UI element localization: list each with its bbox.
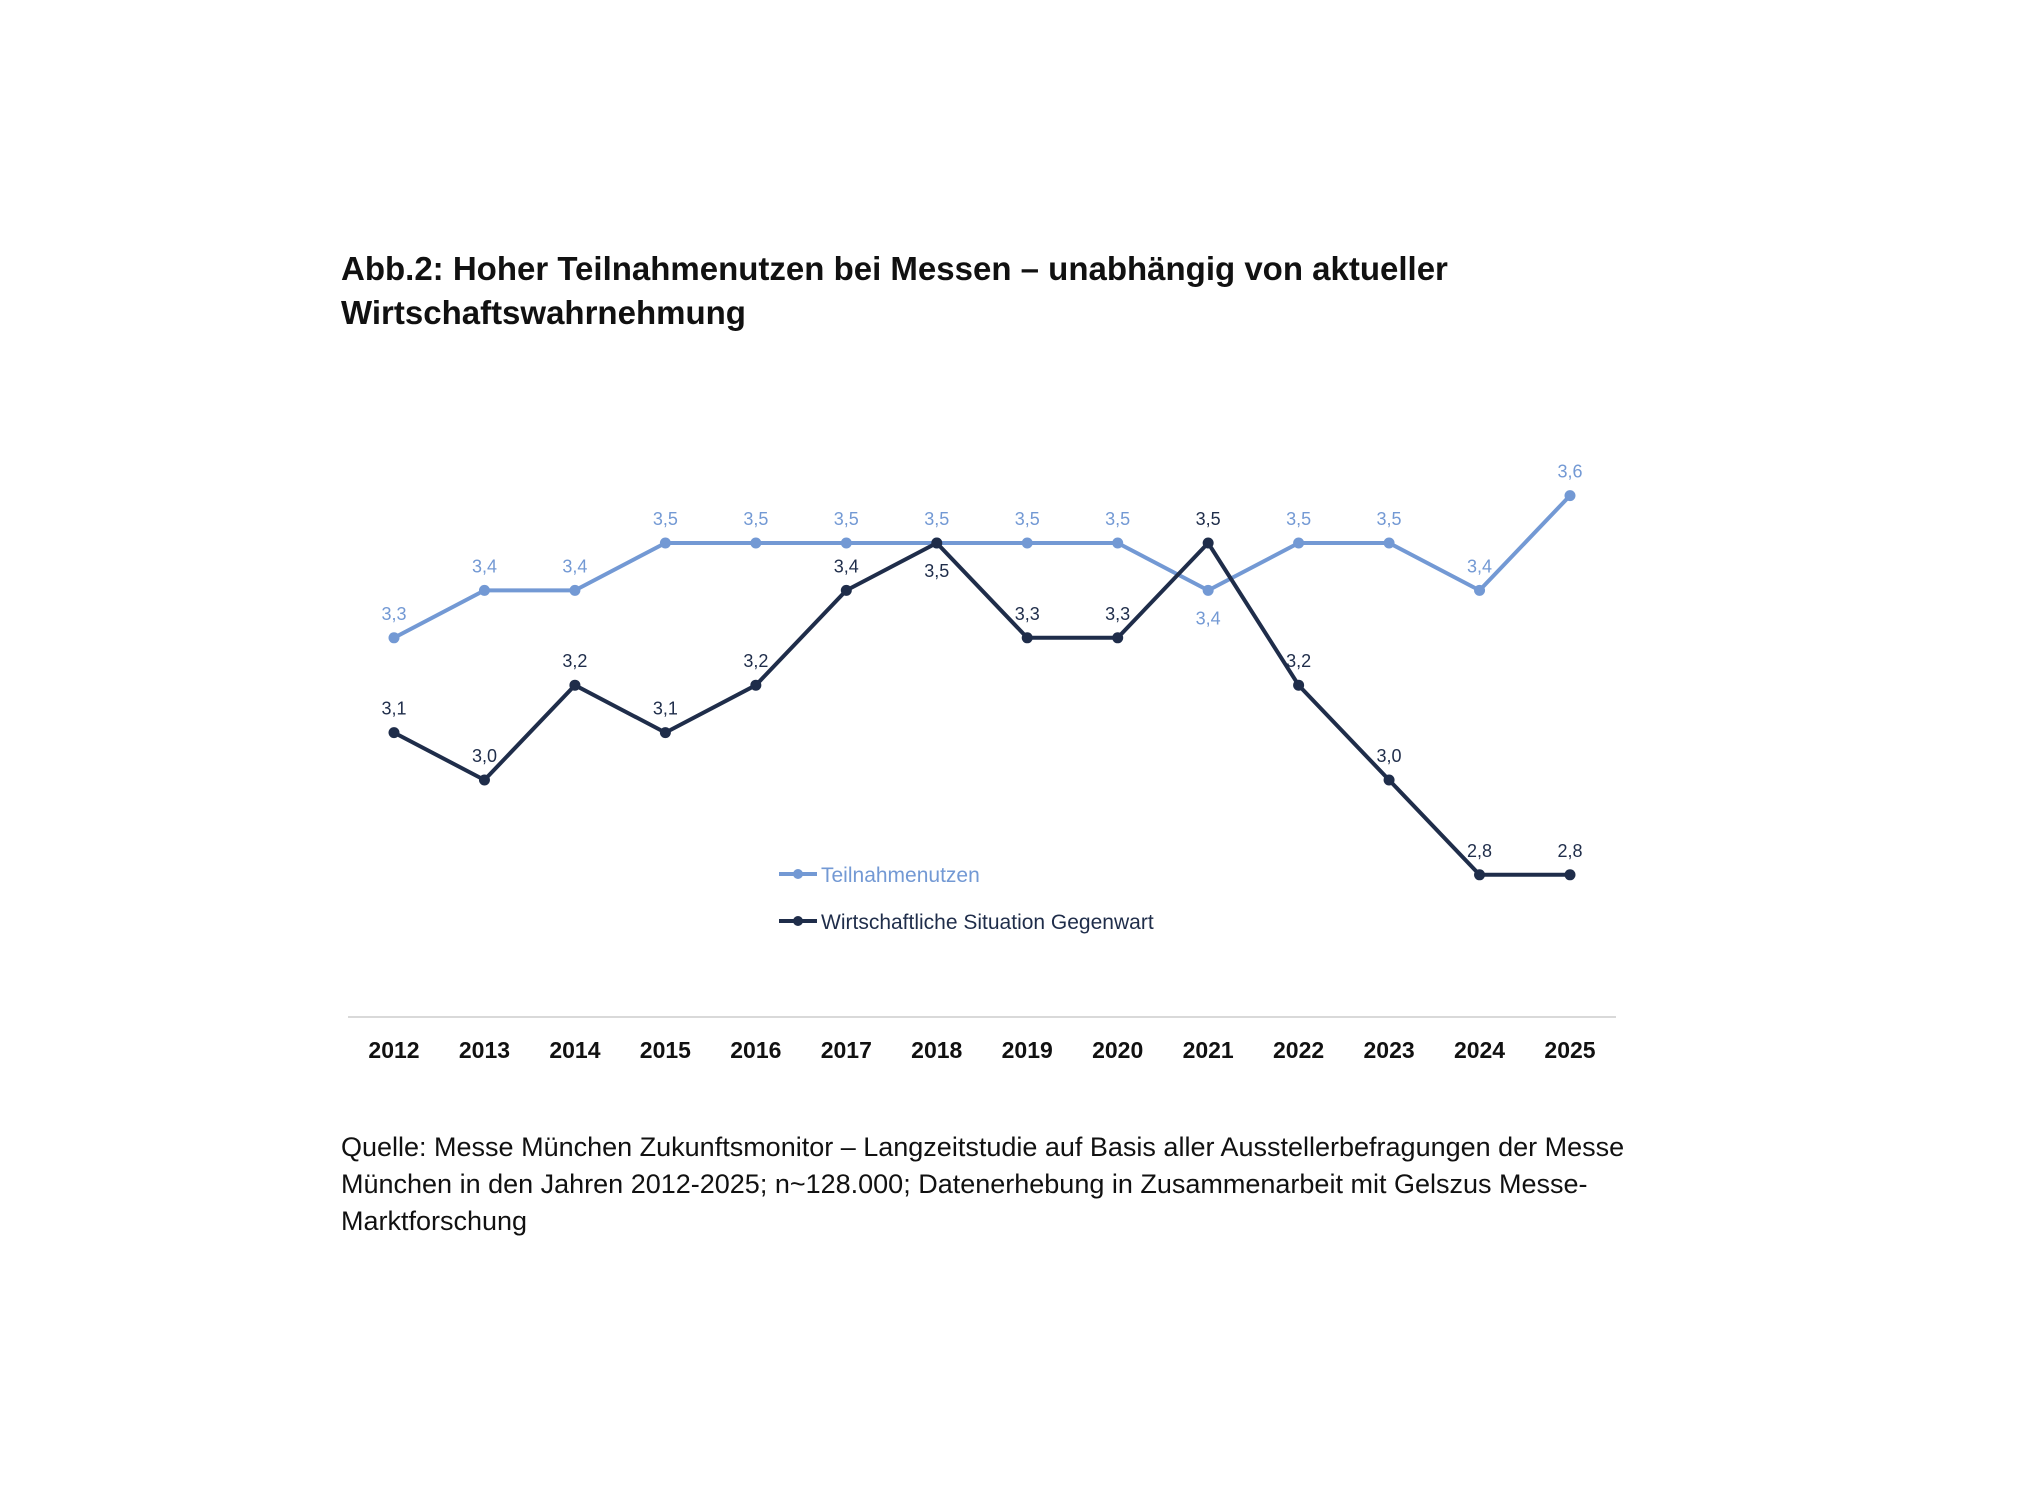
data-point-wirtschaft-2018: [931, 538, 942, 549]
x-tick-label-2024: 2024: [1453, 1037, 1506, 1063]
data-label-wirtschaft-2020: 3,3: [1105, 603, 1131, 624]
data-label-teilnahmenutzen-2023: 3,5: [1376, 509, 1402, 529]
data-point-wirtschaft-2013: [479, 775, 490, 786]
series-teilnahmenutzen: [381, 462, 1582, 644]
data-point-wirtschaft-2020: [1112, 632, 1123, 643]
source-note: Quelle: Messe München Zukunftsmonitor – Langzeitstudie auf Basis aller Ausstellerbefragungen der Messe München in den Jahren 2012-2025; n~128.000; Datenerhebung in Zusammenarbeit mit Gelszus Messe-Marktforschung: [341, 1132, 1625, 1236]
legend-label-wirtschaft: Wirtschaftliche Situation Gegenwart: [821, 911, 1154, 934]
data-point-wirtschaft-2016: [750, 680, 761, 691]
x-tick-label-2023: 2023: [1363, 1037, 1415, 1063]
data-label-wirtschaft-2019: 3,3: [1014, 603, 1040, 624]
chart-title: Abb.2: Hoher Teilnahmenutzen bei Messen – unabhängig von aktueller Wirtschaftswahrnehmung: [341, 250, 1448, 331]
data-label-teilnahmenutzen-2016: 3,5: [743, 509, 769, 529]
data-point-teilnahmenutzen-2014: [569, 585, 580, 596]
data-point-teilnahmenutzen-2024: [1474, 585, 1485, 596]
x-tick-label-2025: 2025: [1544, 1037, 1596, 1063]
series-layer: [381, 462, 1582, 881]
data-label-wirtschaft-2021: 3,5: [1195, 509, 1221, 529]
legend-label-teilnahmenutzen: Teilnahmenutzen: [821, 864, 980, 887]
data-label-wirtschaft-2012: 3,1: [381, 698, 407, 719]
x-tick-label-2014: 2014: [549, 1037, 601, 1063]
data-label-wirtschaft-2025: 2,8: [1557, 840, 1583, 861]
legend-swatch-marker-wirtschaft: [793, 916, 803, 926]
data-point-wirtschaft-2019: [1022, 632, 1033, 643]
data-label-teilnahmenutzen-2015: 3,5: [652, 509, 678, 529]
data-point-teilnahmenutzen-2019: [1022, 538, 1033, 549]
data-point-wirtschaft-2021: [1203, 538, 1214, 549]
data-point-teilnahmenutzen-2012: [389, 632, 400, 643]
data-point-teilnahmenutzen-2020: [1112, 538, 1123, 549]
data-point-teilnahmenutzen-2021: [1203, 585, 1214, 596]
data-label-teilnahmenutzen-2017: 3,5: [833, 509, 859, 529]
x-tick-label-2012: 2012: [368, 1037, 420, 1063]
data-point-teilnahmenutzen-2016: [750, 538, 761, 549]
x-tick-label-2022: 2022: [1273, 1037, 1325, 1063]
data-point-wirtschaft-2022: [1293, 680, 1304, 691]
data-point-teilnahmenutzen-2013: [479, 585, 490, 596]
data-point-teilnahmenutzen-2023: [1384, 538, 1395, 549]
data-label-teilnahmenutzen-2022: 3,5: [1286, 509, 1312, 529]
data-label-wirtschaft-2017: 3,4: [833, 556, 859, 577]
x-tick-label-2016: 2016: [730, 1037, 782, 1063]
data-label-wirtschaft-2016: 3,2: [743, 651, 769, 672]
data-label-teilnahmenutzen-2013: 3,4: [471, 556, 497, 577]
data-label-teilnahmenutzen-2018: 3,5: [924, 509, 950, 529]
data-point-wirtschaft-2014: [569, 680, 580, 691]
data-label-teilnahmenutzen-2014: 3,4: [562, 556, 588, 577]
data-label-wirtschaft-2024: 2,8: [1467, 840, 1493, 861]
data-label-teilnahmenutzen-2020: 3,5: [1105, 509, 1131, 529]
x-tick-label-2021: 2021: [1182, 1037, 1234, 1063]
data-label-wirtschaft-2013: 3,0: [471, 746, 497, 766]
data-label-wirtschaft-2018: 3,5: [924, 561, 950, 581]
legend-swatch-marker-teilnahmenutzen: [793, 869, 803, 879]
x-tick-label-2015: 2015: [639, 1037, 691, 1063]
data-label-wirtschaft-2022: 3,2: [1286, 651, 1312, 672]
x-tick-labels: [368, 1037, 1595, 1063]
x-tick-label-2018: 2018: [911, 1037, 963, 1063]
data-point-teilnahmenutzen-2015: [660, 538, 671, 549]
data-label-teilnahmenutzen-2025: 3,6: [1557, 461, 1583, 482]
x-tick-label-2017: 2017: [820, 1037, 872, 1063]
data-label-wirtschaft-2014: 3,2: [562, 651, 588, 672]
data-point-wirtschaft-2023: [1384, 775, 1395, 786]
legend: [779, 864, 1154, 934]
x-tick-label-2013: 2013: [458, 1037, 511, 1063]
data-label-teilnahmenutzen-2019: 3,5: [1014, 509, 1040, 529]
data-label-teilnahmenutzen-2024: 3,4: [1467, 556, 1493, 577]
data-point-teilnahmenutzen-2025: [1565, 490, 1576, 501]
x-tick-label-2019: 2019: [1001, 1037, 1053, 1063]
data-point-wirtschaft-2012: [389, 727, 400, 738]
x-tick-label-2020: 2020: [1092, 1037, 1144, 1063]
data-point-teilnahmenutzen-2022: [1293, 538, 1304, 549]
data-point-wirtschaft-2017: [841, 585, 852, 596]
data-label-wirtschaft-2015: 3,1: [652, 698, 678, 719]
data-point-wirtschaft-2024: [1474, 869, 1485, 880]
data-label-teilnahmenutzen-2021: 3,4: [1195, 608, 1221, 629]
data-point-teilnahmenutzen-2017: [841, 538, 852, 549]
data-point-wirtschaft-2025: [1565, 869, 1576, 880]
data-label-wirtschaft-2023: 3,0: [1376, 746, 1402, 766]
data-point-wirtschaft-2015: [660, 727, 671, 738]
data-label-teilnahmenutzen-2012: 3,3: [381, 603, 407, 624]
